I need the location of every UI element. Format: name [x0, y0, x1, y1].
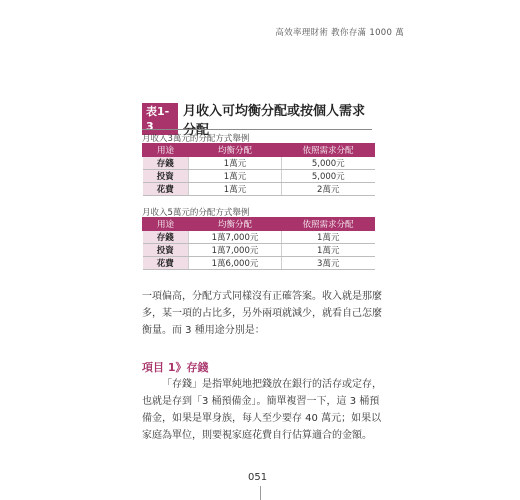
- column-header: 依照需求分配: [282, 144, 375, 157]
- column-header: 用途: [143, 144, 189, 157]
- table-cell: 1萬元: [189, 170, 282, 183]
- table1-caption: 月收入3萬元的分配方式舉例: [142, 134, 250, 144]
- table-cell: 1萬7,000元: [189, 231, 282, 244]
- allocation-table-30k: [142, 143, 375, 196]
- table2-caption: 月收入5萬元的分配方式舉例: [142, 208, 250, 218]
- table-row: [143, 244, 375, 257]
- row-label: 存錢: [143, 157, 189, 170]
- table-cell: 1萬6,000元: [189, 257, 282, 270]
- column-header: 均衡分配: [189, 144, 282, 157]
- table-cell: 1萬元: [282, 244, 375, 257]
- table-cell: 2萬元: [282, 183, 375, 196]
- column-header: 用途: [143, 218, 189, 231]
- table-row: [143, 257, 375, 270]
- allocation-table-50k: [142, 217, 375, 270]
- table-number-badge: 表1-3: [142, 103, 178, 135]
- table-row: [143, 157, 375, 170]
- row-label: 投資: [143, 170, 189, 183]
- table-row: [143, 231, 375, 244]
- running-head: 高效率理財術 教你存滿 1000 萬: [275, 28, 404, 38]
- page-number-rule: [260, 486, 261, 500]
- column-header: 均衡分配: [189, 218, 282, 231]
- row-label: 花費: [143, 183, 189, 196]
- table-row: [143, 183, 375, 196]
- table-cell: 1萬元: [189, 183, 282, 196]
- body-paragraph: 一項偏高，分配方式同樣沒有正確答案。收入就是那麼多，某一項的占比多，另外兩項就減少，就看自己怎麼衡量。而 3 種用途分別是：: [142, 291, 382, 336]
- table-header-row: [143, 144, 375, 157]
- table-cell: 5,000元: [282, 170, 375, 183]
- table-cell: 1萬7,000元: [189, 244, 282, 257]
- table-title-text: 月收入可均衡分配或按個人需求分配: [183, 104, 366, 138]
- table-cell: 3萬元: [282, 257, 375, 270]
- row-label: 花費: [143, 257, 189, 270]
- page-number: 051: [248, 472, 268, 483]
- column-header: 依照需求分配: [282, 218, 375, 231]
- table-cell: 5,000元: [282, 157, 375, 170]
- row-label: 存錢: [143, 231, 189, 244]
- section-heading: 項目 1》存錢: [142, 361, 209, 374]
- table-cell: 1萬元: [189, 157, 282, 170]
- body-paragraph: 「存錢」是指單純地把錢放在銀行的活存或定存，也就是存到「3 桶預備金」。簡單複習一下，這 3 桶預備金，如果是單身族，每人至少要存 40 萬元；如果以家庭為單位，則要視家庭花費自行估算適合的金額。: [142, 379, 382, 441]
- title-divider: [142, 129, 372, 130]
- table-title: [142, 104, 372, 138]
- table-row: [143, 170, 375, 183]
- table-header-row: [143, 218, 375, 231]
- row-label: 投資: [143, 244, 189, 257]
- table-cell: 1萬元: [282, 231, 375, 244]
